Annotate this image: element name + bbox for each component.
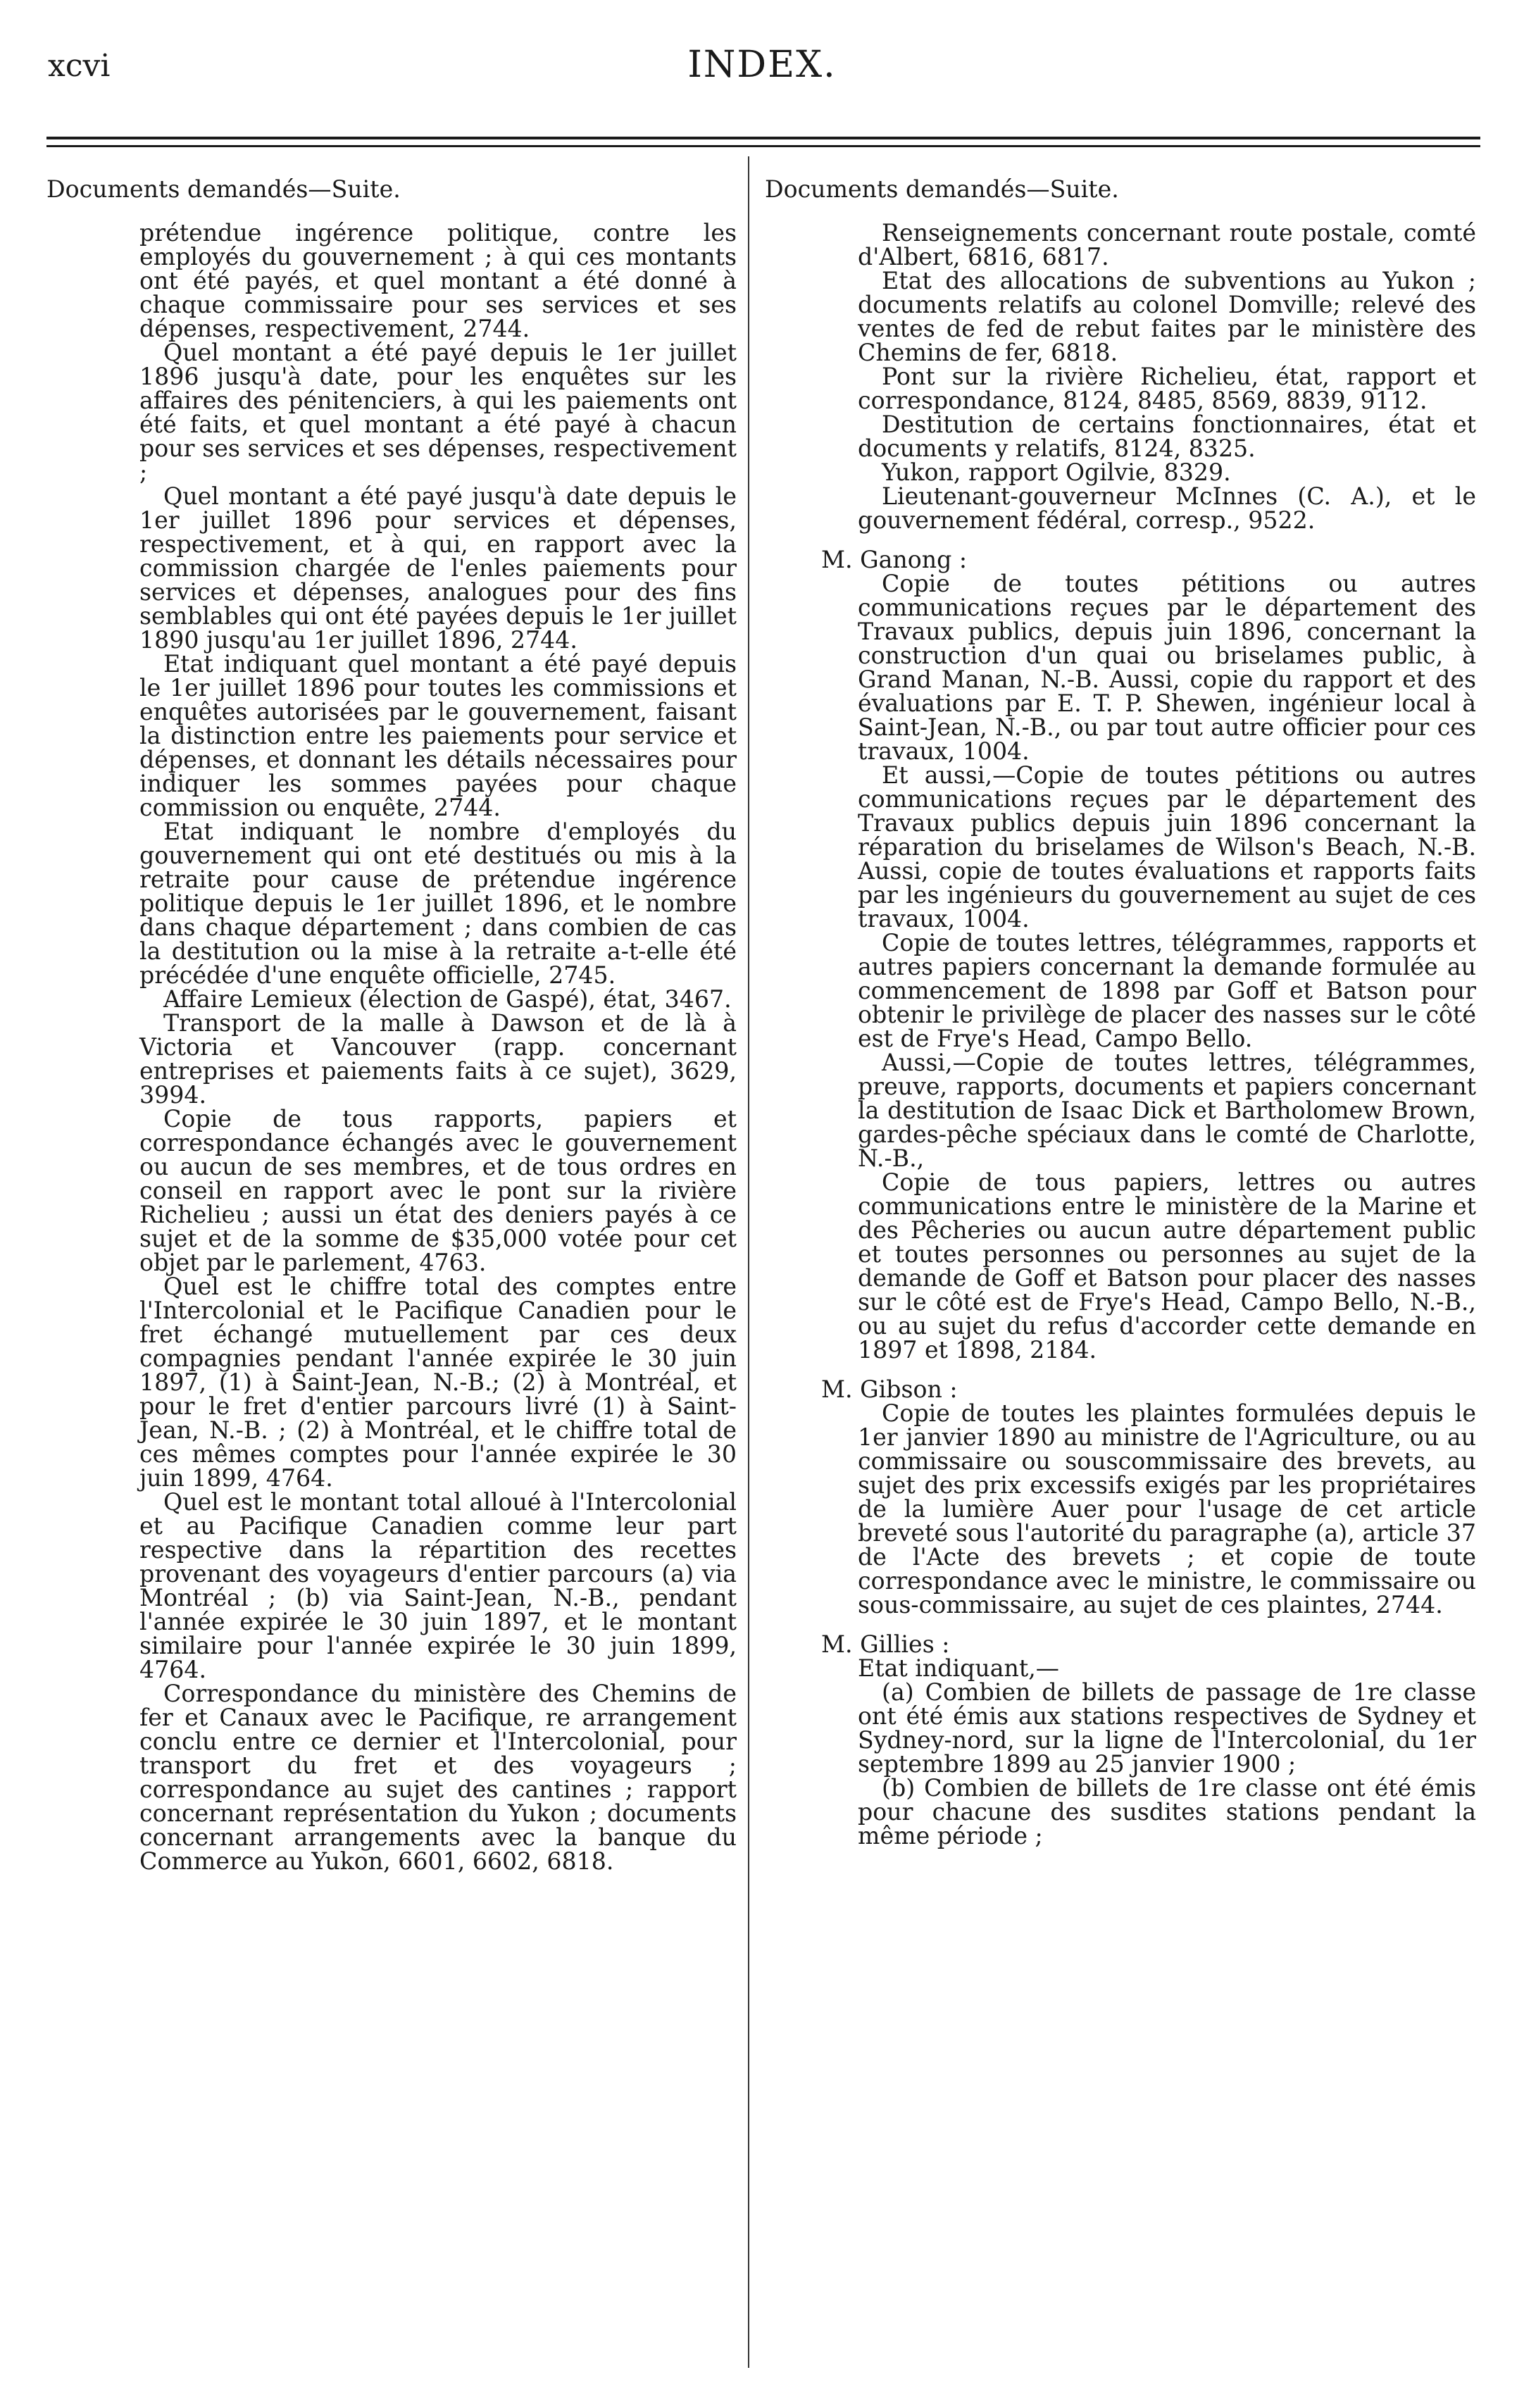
index-entry: (b) Combien de billets de 1re classe ont été émis pour chacune des susdites stations pendant la même période ; — [858, 1774, 1476, 1849]
index-entry: Etat indiquant,— — [858, 1654, 1059, 1682]
index-entry: Copie de toutes lettres, télégrammes, rapports et autres papiers concernant la demande formulée au commencement de 1898 par Goff et Batson pour obtenir le privilège de placer des nasses sur le côté est de Frye's Head, Campo Bello. — [858, 929, 1476, 1052]
right-column — [765, 177, 1476, 1848]
left-entries — [139, 221, 737, 1873]
index-entry: Et aussi,—Copie de toutes pétitions ou autres communications reçues par le département des Travaux publics depuis juin 1896 concernant la réparation du briselames de Wilson's Beach, N.-B. Aussi, copie de toutes évaluations et rapports faits par les ingénieurs du gouvernement au sujet de ces travaux, 1004. — [858, 761, 1476, 932]
index-entry: Etat des allocations de subventions au Yukon ; documents relatifs au colonel Domville; relevé des ventes de fed de rebut faites par le ministère des Chemins de fer, 6818. — [858, 267, 1476, 366]
speaker-gillies: M. Gillies : — [821, 1630, 950, 1658]
index-entry: Quel montant a été payé depuis le 1er juillet 1896 jusqu'à date, pour les enquêtes sur les affaires des pénitenciers, à qui les paiements ont été faits, et quel montant a été payé à chacun pour ses services et ses dépenses, respectivement ; — [139, 339, 737, 486]
left-column-heading: Documents demandés—Suite. — [46, 175, 401, 203]
index-entry: Copie de toutes les plaintes formulées depuis le 1er janvier 1890 au ministre de l'Agriculture, ou au commissaire ou souscommissaire des brevets, au sujet des prix excessifs exigés par les propriétaires de la lumière Auer pour l'usage de cet article breveté sous l'autorité du paragraphe (a), article 37 de l'Acte des brevets ; et copie de toute correspondance avec le ministre, le commissaire ou sous-commissaire, au sujet de ces plaintes, 2744. — [858, 1399, 1476, 1618]
header-rule-top — [46, 137, 1480, 139]
left-column — [46, 177, 737, 1873]
index-entry: prétendue ingérence politique, contre les employés du gouvernement ; à qui ces montants ont été payés, et quel montant a été donné à chaque commissaire pour ses services et ses dépenses, respectivement, 2744. — [139, 219, 737, 342]
right-column-heading: Documents demandés—Suite. — [765, 175, 1119, 203]
index-entry: (a) Combien de billets de passage de 1re classe ont été émis aux stations respectives de Sydney et Sydney-nord, sur la ligne de l'Intercolonial, du 1er septembre 1899 au 25 janvier 1900 ; — [858, 1678, 1476, 1778]
index-entry: Affaire Lemieux (élection de Gaspé), état, 3467. — [163, 985, 732, 1013]
index-entry: Etat indiquant quel montant a été payé depuis le 1er juillet 1896 pour toutes les commissions et enquêtes autorisées par le gouvernement, faisant la distinction entre les paiements pour service et dépenses, et donnant les détails nécessaires pour indiquer les sommes payées pour chaque commission ou enquête, 2744. — [139, 650, 737, 821]
page-title: INDEX. — [687, 44, 837, 86]
speaker-ganong: M. Ganong : — [821, 546, 968, 573]
header-rule-bottom — [46, 145, 1480, 147]
index-entry: Copie de toutes pétitions ou autres communications reçues par le département des Travaux publics, depuis juin 1896, concernant la construction d'un quai ou briselames public, à Grand Manan, N.-B. Aussi, copie du rapport et des évaluations par E. T. P. Shewen, ingénieur local à Saint-Jean, N.-B., ou par tout autre officier pour ces travaux, 1004. — [858, 570, 1476, 765]
gibson-entries — [858, 1399, 1476, 1618]
index-entry: Pont sur la rivière Richelieu, état, rapport et correspondance, 8124, 8485, 8569, 8839, 9112. — [858, 363, 1476, 414]
index-entry: Renseignements concernant route postale, comté d'Albert, 6816, 6817. — [858, 219, 1476, 270]
index-entry: Copie de tous rapports, papiers et correspondance échangés avec le gouvernement ou aucun de ses membres, et de tous ordres en conseil en rapport avec le pont sur la rivière Richelieu ; aussi un état des deniers payés à ce sujet et de la somme de $35,000 votée pour cet objet par le parlement, 4763. — [139, 1105, 737, 1276]
index-entry: Aussi,—Copie de toutes lettres, télégrammes, preuve, rapports, documents et papiers concernant la destitution de Isaac Dick et Bartholomew Brown, gardes-pêche spéciaux dans le comté de Charlotte, N.-B., — [858, 1049, 1476, 1172]
index-entry: Correspondance du ministère des Chemins de fer et Canaux avec le Pacifique, re arrangement conclu entre ce dernier et l'Intercolonial, pour transport du fret et des voyageurs ; correspondance au sujet des cantines ; rapport concernant représentation du Yukon ; documents concernant arrangements avec la banque du Commerce au Yukon, 6601, 6602, 6818. — [139, 1680, 737, 1875]
gillies-entries — [858, 1654, 1476, 1849]
page-number: xcvi — [48, 48, 111, 84]
index-entry: Quel est le montant total alloué à l'Intercolonial et au Pacifique Canadien comme leur part respective dans la répartition des recettes provenant des voyageurs d'entier parcours (a) via Montréal ; (b) via Saint-Jean, N.-B., pendant l'année expirée le 30 juin 1897, et le montant similaire pour l'année expirée le 30 juin 1899, 4764. — [139, 1488, 737, 1683]
index-entry: Yukon, rapport Ogilvie, 8329. — [882, 458, 1231, 486]
index-entry: Destitution de certains fonctionnaires, état et documents y relatifs, 8124, 8325. — [858, 411, 1476, 462]
ganong-entries — [858, 572, 1476, 1362]
index-entry: Etat indiquant le nombre d'employés du gouvernement qui ont eté destitués ou mis à la retraite pour cause de prétendue ingérence politique depuis le 1er juillet 1896, et le nombre dans chaque département ; dans combien de cas la destitution ou la mise à la retraite a-t-elle été précédée d'une enquête officielle, 2745. — [139, 818, 737, 989]
index-entry: Quel montant a été payé jusqu'à date depuis le 1er juillet 1896 pour services et dépenses, respectivement, et à qui, en rapport avec la commission chargée de l'enles paiements pour services et dépenses, analogues pour des fins semblables qui ont été payées depuis le 1er juillet 1890 jusqu'au 1er juillet 1896, 2744. — [139, 482, 737, 654]
right-top-entries — [858, 221, 1476, 532]
speaker-gibson: M. Gibson : — [821, 1375, 958, 1403]
index-entry: Quel est le chiffre total des comptes entre l'Intercolonial et le Pacifique Canadien pour le fret échangé mutuellement par ces deux compagnies pendant l'année expirée le 30 juin 1897, (1) à Saint-Jean, N.-B.; (2) à Montréal, et pour le fret d'entier parcours livré (1) à Saint-Jean, N.-B. ; (2) à Montréal, et le chiffre total de ces mêmes comptes pour l'année expirée le 30 juin 1899, 4764. — [139, 1273, 737, 1492]
index-entry: Lieutenant-gouverneur McInnes (C. A.), et le gouvernement fédéral, corresp., 9522. — [858, 482, 1476, 534]
index-entry: Transport de la malle à Dawson et de là à Victoria et Vancouver (rapp. concernant entreprises et paiements faits à ce sujet), 3629, 3994. — [139, 1009, 737, 1109]
column-divider — [748, 156, 749, 2368]
index-entry: Copie de tous papiers, lettres ou autres communications entre le ministère de la Marine et des Pêcheries ou aucun autre département public et toutes personnes ou personnes au sujet de la demande de Goff et Batson pour placer des nasses sur le côté est de Frye's Head, Campo Bello, N.-B., ou au sujet du refus d'accorder cette demande en 1897 et 1898, 2184. — [858, 1168, 1476, 1364]
